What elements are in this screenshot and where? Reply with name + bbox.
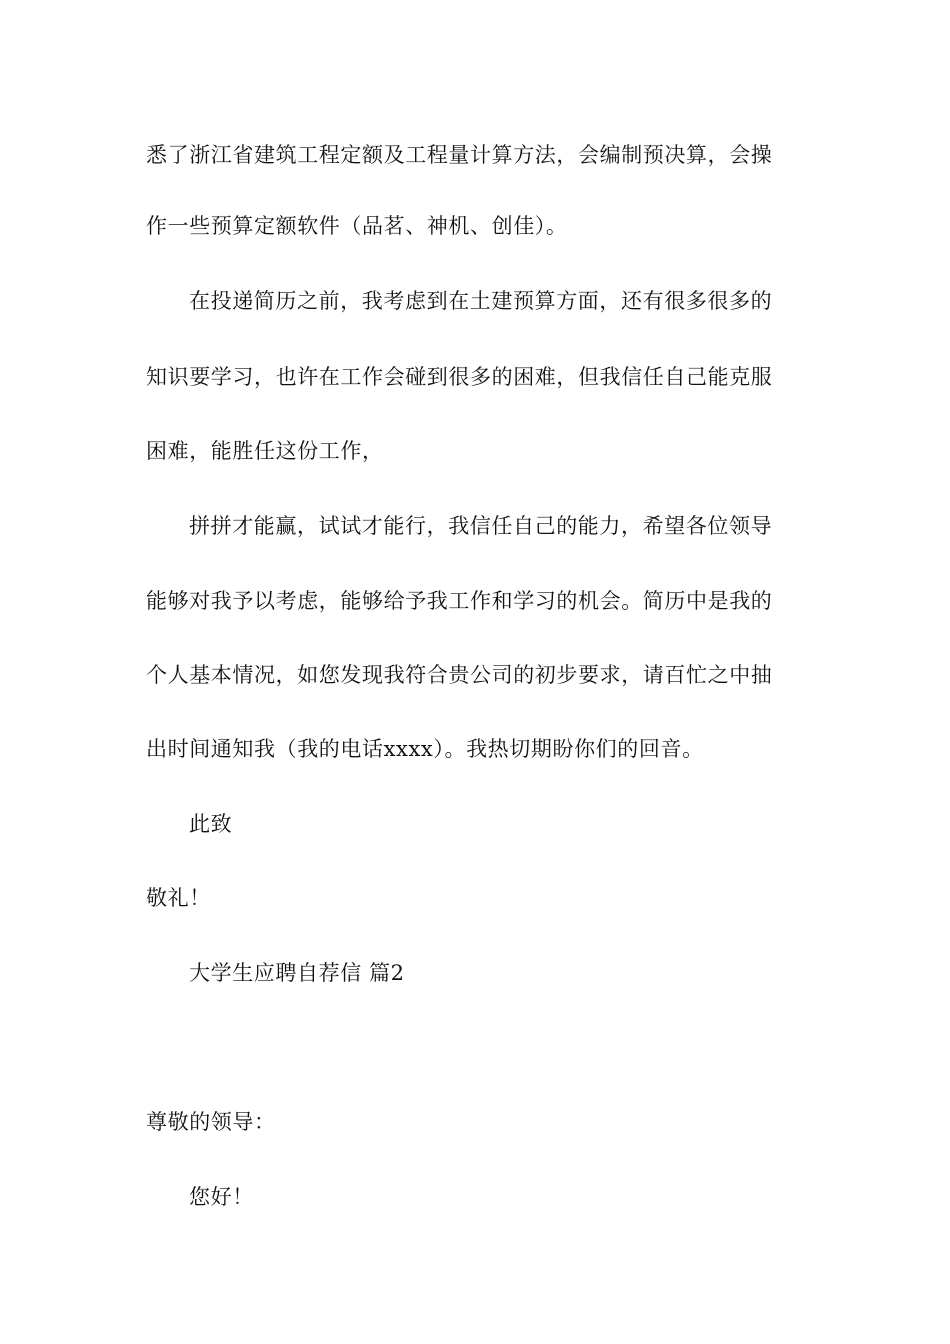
paragraph-line: 个人基本情况，如您发现我符合贵公司的初步要求，请百忙之中抽: [146, 663, 773, 687]
paragraph-line: 困难，能胜任这份工作，: [146, 439, 384, 463]
closing-salutation: 此致: [189, 812, 233, 836]
paragraph-line: 拼拼才能赢，试试才能行，我信任自己的能力，希望各位领导: [189, 514, 773, 538]
closing-regards: 敬礼！: [146, 886, 211, 910]
paragraph-line: 悉了浙江省建筑工程定额及工程量计算方法，会编制预决算，会操: [146, 143, 773, 167]
paragraph-line: 知识要学习，也许在工作会碰到很多的困难，但我信任自己能克服: [146, 365, 773, 389]
paragraph-line: 作一些预算定额软件（品茗、神机、创佳）。: [146, 214, 568, 238]
greeting: 尊敬的领导：: [146, 1110, 276, 1134]
section-heading: 大学生应聘自荐信 篇2: [189, 961, 405, 985]
paragraph-line: 能够对我予以考虑，能够给予我工作和学习的机会。简历中是我的: [146, 589, 773, 613]
paragraph-line: 在投递简历之前，我考虑到在土建预算方面，还有很多很多的: [189, 289, 773, 313]
paragraph-line: 出时间通知我（我的电话xxxx）。我热切期盼你们的回音。: [146, 737, 704, 761]
greeting-hello: 您好！: [189, 1185, 254, 1209]
